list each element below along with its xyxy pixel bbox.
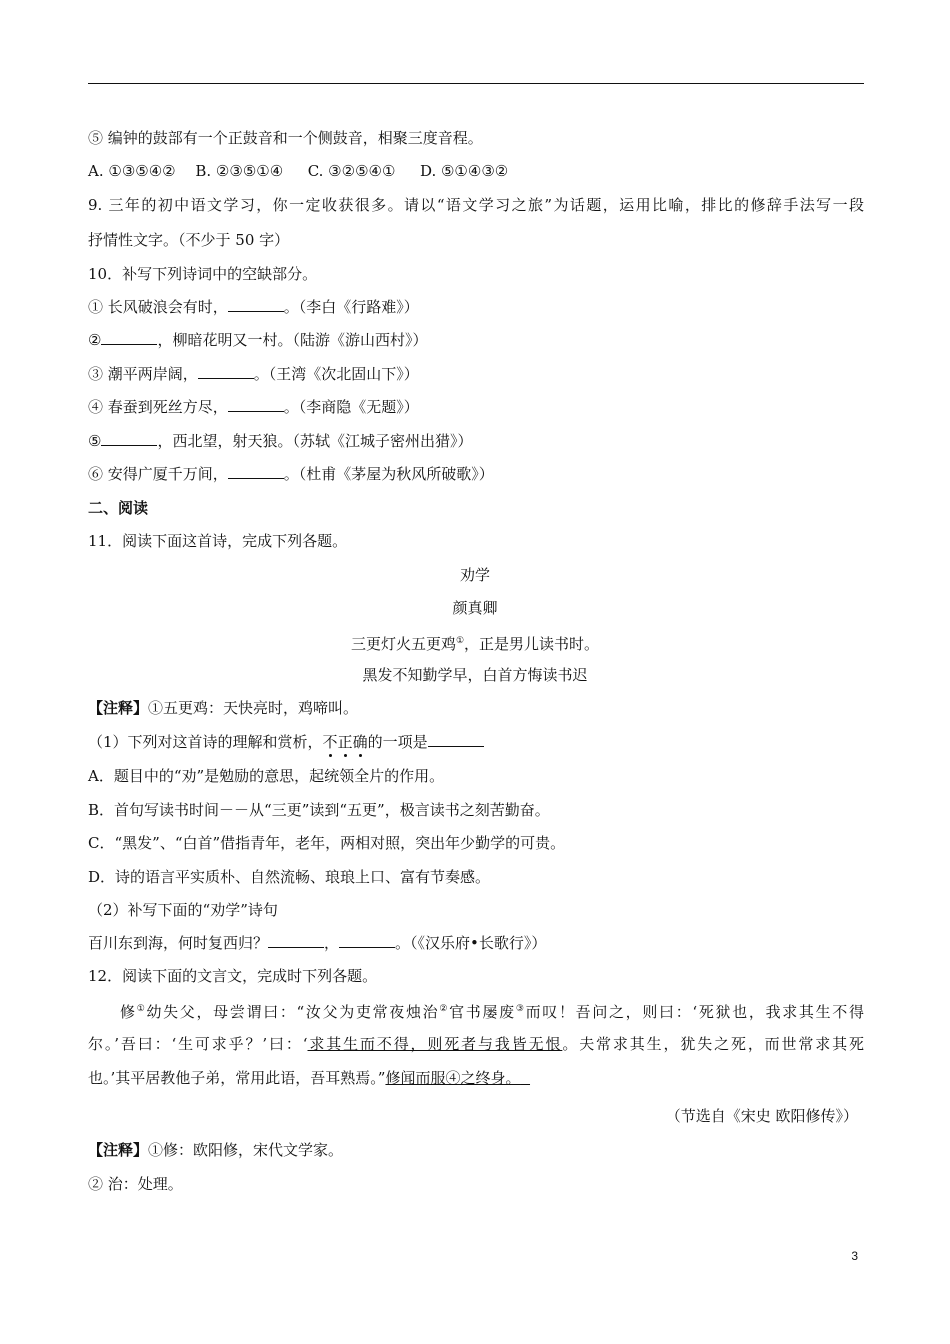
poem-title: 劝学 — [459, 566, 490, 584]
q10-item-4-text: ④ 春蚕到死丝方尽， — [88, 398, 228, 416]
option-b: B．首句写读书时间－－从“三更”读到“五更”，极言读书之刻苦勤奋。 — [88, 801, 550, 819]
note-text: ①修：欧阳修，宋代文学家。 — [148, 1141, 344, 1159]
poem-line-1 — [0, 631, 950, 654]
passage-text: 也。’其平居教他子弟，常用此语，吾耳熟焉。” — [88, 1069, 386, 1087]
q11-sub1 — [88, 732, 484, 752]
q10-item-2-source: ，柳暗花明又一村。（陆游《游山西村》） — [157, 331, 428, 349]
q8-item5: ⑤ 编钟的鼓部有一个正鼓音和一个侧鼓音，相聚三度音程。 — [88, 129, 483, 147]
note-text: ①五更鸡：天快亮时，鸡啼叫。 — [148, 699, 359, 717]
option-a: A．题目中的“劝”是勉励的意思，起统领全片的作用。 — [88, 767, 445, 785]
sub1-prefix: （1）下列对这首诗的理解和赏析， — [88, 733, 323, 751]
footnote-marker: ② — [439, 1004, 450, 1014]
passage-line-2 — [88, 1034, 864, 1054]
q11-sub2: （2）补写下面的“劝学”诗句 — [88, 901, 278, 919]
sub2-comma: ， — [324, 934, 340, 952]
q10-item-4-source: 。（李商隐《无题》） — [283, 398, 419, 416]
fill-blank[interactable] — [268, 933, 324, 948]
q10-item-2 — [88, 330, 427, 350]
footnote-marker: ① — [136, 1004, 147, 1014]
footnote-marker: ① — [455, 636, 465, 646]
passage-line-3 — [88, 1068, 530, 1088]
poem-line-1-b: ，正是男儿读书时。 — [464, 635, 600, 653]
q10-item-6-text: ⑥ 安得广厦千万间， — [88, 465, 228, 483]
q10-item-6 — [88, 464, 494, 484]
q11-stem: 11．阅读下面这首诗，完成下列各题。 — [88, 532, 348, 550]
q10-item-3 — [88, 364, 419, 384]
q12-stem: 12．阅读下面的文言文，完成时下列各题。 — [88, 967, 378, 985]
section-heading: 二、阅读 — [88, 499, 149, 517]
answer-blank[interactable] — [428, 732, 484, 747]
q10-item-5-text: ⑤ — [88, 432, 102, 450]
passage-text: 尔。’吾曰：‘生可求乎？’曰：‘ — [88, 1035, 308, 1053]
passage-source: （节选自《宋史 欧阳修传》） — [665, 1107, 858, 1125]
passage-text: 官书屡废 — [449, 1003, 516, 1021]
q9-line2: 抒情性文字。（不少于 50 字） — [88, 231, 290, 249]
option-d: D．诗的语言平实质朴、自然流畅、琅琅上口、富有节奏感。 — [88, 868, 491, 886]
passage-text: 幼失父，母尝谓曰：“汝父为吏常夜烛治 — [146, 1003, 440, 1021]
sub1-suffix: 的一项是 — [367, 733, 428, 751]
passage-text: 修 — [120, 1003, 137, 1021]
underlined-sentence: 求其生而不得，则死者与我皆无恨 — [307, 1035, 563, 1053]
header-rule — [88, 83, 864, 84]
q11-note — [88, 698, 358, 718]
q11-sub2-line — [88, 933, 546, 953]
page-number: 3 — [851, 1249, 858, 1263]
option-c: C．“黑发”、“白首”借指青年，老年，两相对照，突出年少勤学的可贵。 — [88, 834, 566, 852]
fill-blank[interactable] — [228, 297, 284, 312]
q10-item-5-source: ，西北望，射天狼。（苏轼《江城子密州出猎》） — [157, 432, 473, 450]
q10-item-6-source: 。（杜甫《茅屋为秋风所破歌》） — [283, 465, 494, 483]
fill-blank[interactable] — [339, 933, 395, 948]
poem-line-1-a: 三更灯火五更鸡 — [350, 635, 456, 653]
q10-item-1-text: ① 长风破浪会有时， — [88, 298, 228, 316]
passage-text: 。夫常求其生，犹失之死，而世常求其死 — [562, 1035, 864, 1053]
underlined-sentence: 修闻而服④之终身。 — [385, 1069, 521, 1087]
q10-item-1 — [88, 297, 419, 317]
footnote-marker: ③ — [515, 1004, 526, 1014]
q10-item-3-source: 。（王湾《次北固山下》） — [253, 365, 419, 383]
sub2-source: 。（《汉乐府•长歌行》） — [395, 934, 547, 952]
q12-note-1 — [88, 1140, 343, 1160]
fill-blank[interactable] — [228, 464, 284, 479]
emphasis-char: 确 — [352, 733, 368, 751]
fill-blank[interactable] — [101, 431, 157, 446]
emphasis-char: 正 — [337, 733, 353, 751]
fill-blank[interactable] — [198, 364, 254, 379]
poem-author: 颜真卿 — [452, 599, 498, 617]
fill-blank[interactable] — [101, 330, 157, 345]
q12-note-2: ② 治：处理。 — [88, 1175, 183, 1193]
fill-blank[interactable] — [228, 397, 284, 412]
note-label: 【注释】 — [88, 1141, 149, 1159]
q10-item-2-text: ② — [88, 331, 102, 349]
q10-stem: 10．补写下列诗词中的空缺部分。 — [88, 265, 318, 283]
q10-item-5 — [88, 431, 472, 451]
q10-item-4 — [88, 397, 419, 417]
sub2-text: 百川东到海，何时复西归？ — [88, 934, 269, 952]
q10-item-1-source: 。（李白《行路难》） — [283, 298, 419, 316]
passage-text: 而叹！吾问之，则曰：‘死狱也，我求其生不得 — [525, 1003, 864, 1021]
passage-line-1 — [120, 999, 864, 1022]
q9-line1: 9. 三年的初中语文学习，你一定收获很多。请以“语文学习之旅”为话题，运用比喻，排比的修辞手法写一段 — [88, 196, 864, 214]
poem-line-2: 黑发不知勤学早，白首方悔读书迟 — [362, 666, 588, 684]
emphasis-char: 不 — [322, 733, 338, 751]
q10-item-3-text: ③ 潮平两岸阔， — [88, 365, 198, 383]
q8-options: A. ①③⑤④② B. ②③⑤①④ C. ③②⑤④① D. ⑤①④③② — [88, 162, 509, 180]
note-label: 【注释】 — [88, 699, 149, 717]
